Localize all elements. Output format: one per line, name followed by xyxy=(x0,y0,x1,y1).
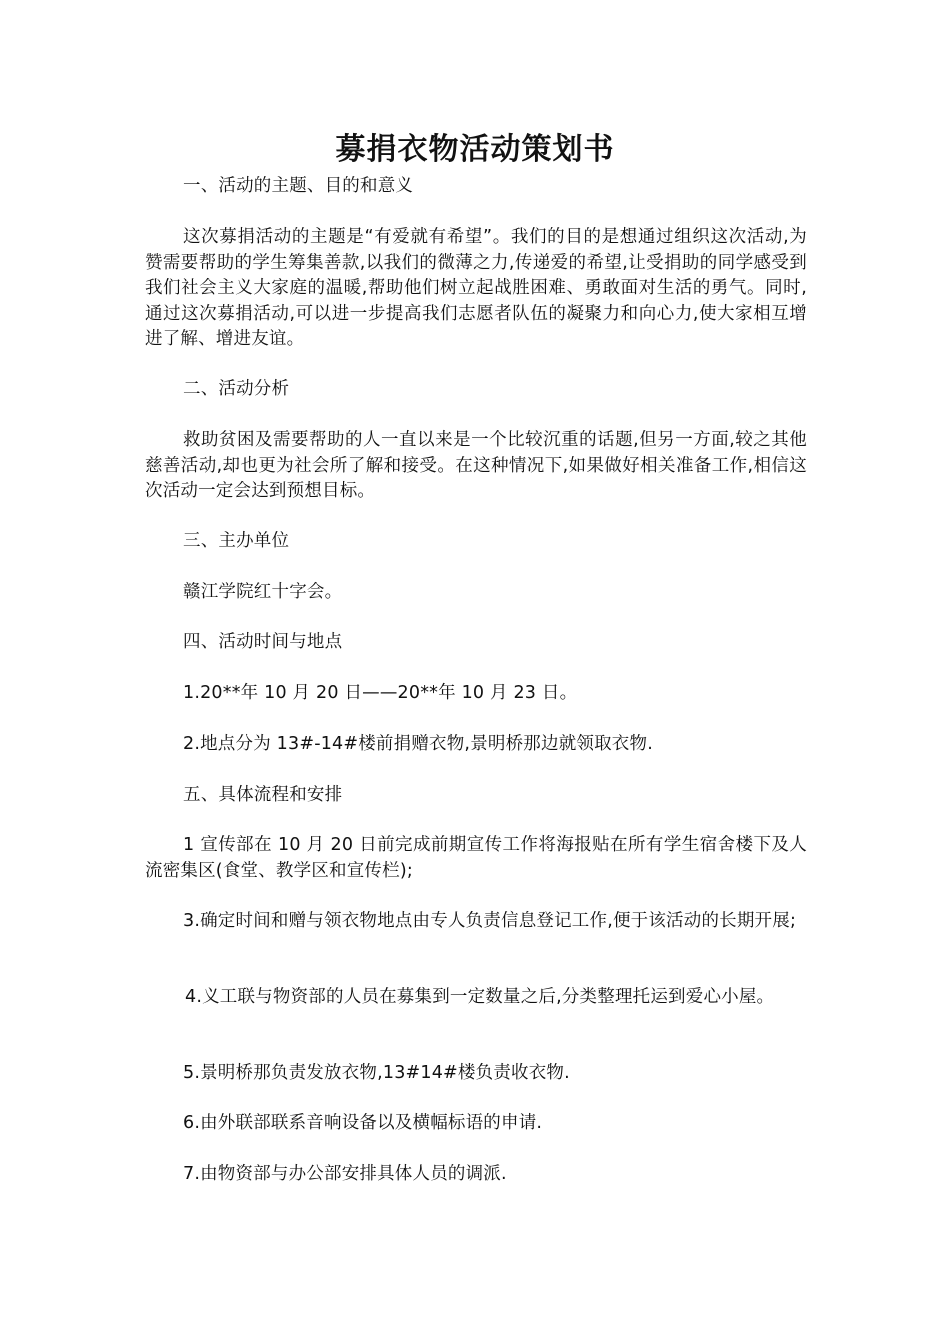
paragraph-time: 1.20**年 10 月 20 日——20**年 10 月 23 日。 xyxy=(183,683,578,703)
paragraph-step-3: 3.确定时间和赠与领衣物地点由专人负责信息登记工作,便于该活动的长期开展; xyxy=(183,911,797,931)
paragraph-analysis-body: 救助贫困及需要帮助的人一直以来是一个比较沉重的话题,但另一方面,较之其他慈善活动,却也更为社会所了解和接受。在这种情况下,如果做好相关准备工作,相信这次活动一定会达到预想目标。 xyxy=(145,430,807,501)
section-heading-analysis: 二、活动分析 xyxy=(183,379,290,399)
paragraph-theme-body: 这次募捐活动的主题是“有爱就有希望”。我们的目的是想通过组织这次活动,为赞需要帮助的学生筹集善款,以我们的微薄之力,传递爱的希望,让受捐助的同学感受到我们社会主义大家庭的温暖,帮助他们树立起战胜困难、勇敢面对生活的勇气。同时,通过这次募捐活动,可以进一步提高我们志愿者队伍的凝聚力和向心力,使大家相互增进了解、增进友谊。 xyxy=(145,227,807,349)
paragraph-organizer-body: 赣江学院红十字会。 xyxy=(183,582,343,602)
section-heading-theme: 一、活动的主题、目的和意义 xyxy=(183,176,414,196)
section-heading-time-place: 四、活动时间与地点 xyxy=(183,632,343,652)
paragraph-step-5: 5.景明桥那负责发放衣物,13#14#楼负责收衣物. xyxy=(183,1063,570,1083)
paragraph-step-6: 6.由外联部联系音响设备以及横幅标语的申请. xyxy=(183,1113,543,1133)
paragraph-place: 2.地点分为 13#-14#楼前捐赠衣物,景明桥那边就领取衣物. xyxy=(183,734,653,754)
paragraph-step-7: 7.由物资部与办公部安排具体人员的调派. xyxy=(183,1164,507,1184)
section-heading-process: 五、具体流程和安排 xyxy=(183,785,343,805)
section-heading-organizer: 三、主办单位 xyxy=(183,531,290,551)
paragraph-step-1: 1 宣传部在 10 月 20 日前完成前期宣传工作将海报贴在所有学生宿舍楼下及人流密集区(食堂、教学区和宣传栏); xyxy=(145,835,807,881)
paragraph-step-4: 4.义工联与物资部的人员在募集到一定数量之后,分类整理托运到爱心小屋。 xyxy=(185,987,775,1007)
document-title: 募捐衣物活动策划书 xyxy=(335,132,615,167)
